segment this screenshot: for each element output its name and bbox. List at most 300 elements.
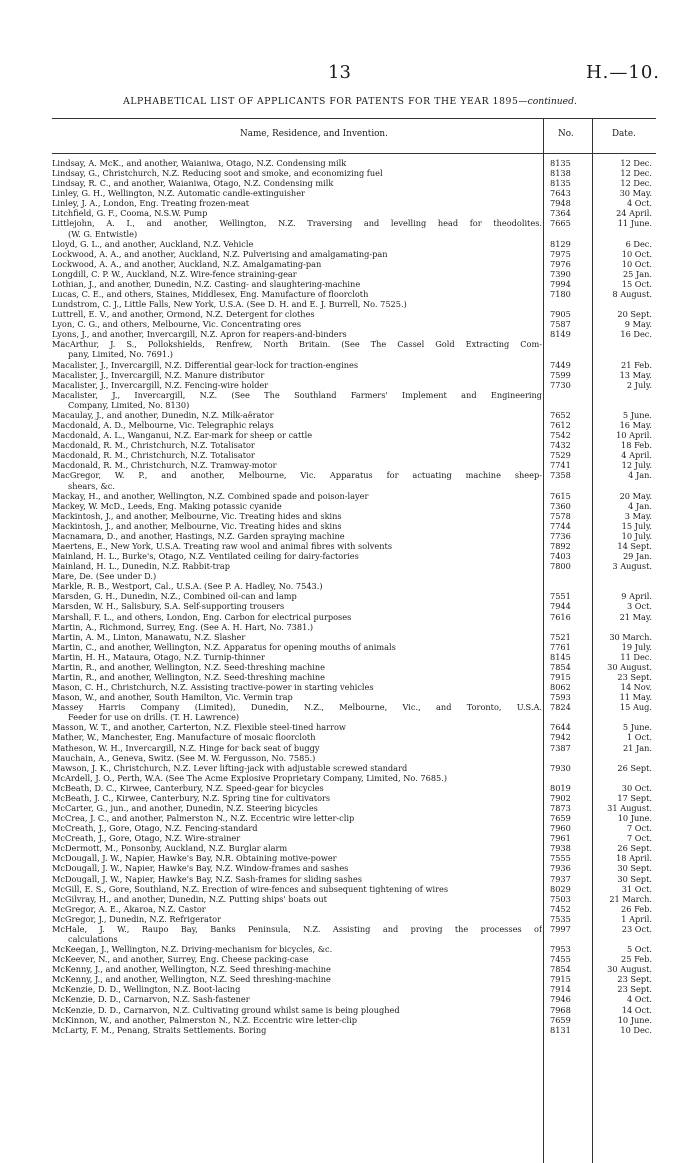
table-row — [52, 440, 656, 450]
table-row — [52, 410, 656, 420]
patent-number: 7942 — [550, 732, 571, 743]
table-row — [52, 813, 656, 823]
applicant-entry: Mainland, H. L., Dunedin, N.Z. Rabbit-trap — [52, 561, 230, 572]
table-row — [52, 208, 656, 218]
application-date: 14 Oct. — [621, 1004, 652, 1015]
applicant-entry: Macdonald, R. M., Christchurch, N.Z. Totalisator — [52, 450, 255, 461]
application-date: 10 April. — [616, 430, 652, 441]
applicant-entry: McKenny, J., and another, Wellington, N.Z. Seed threshing-machine — [52, 964, 331, 975]
applicant-entry: McHale, J. W., Raupo Bay, Banks Peninsula, N.Z. Assisting and proving the processes of — [52, 923, 542, 934]
patent-number: 7390 — [550, 268, 571, 279]
patent-number: 7960 — [550, 823, 571, 834]
applicant-entry: Lindsay, G., Christchurch, N.Z. Reducing soot and smoke, and economizing fuel — [52, 168, 383, 179]
table-row — [52, 239, 656, 249]
table-row — [52, 954, 656, 964]
column-header-no: No. — [558, 129, 574, 139]
applicant-entry-continuation: Company, Limited, No. 8130) — [68, 399, 190, 410]
application-date: 15 July. — [621, 520, 652, 531]
applicant-entry: Mason, C. H., Christchurch, N.Z. Assisting tractive-power in starting vehicles — [52, 682, 374, 693]
application-date: 4 April. — [621, 450, 652, 461]
applicant-entry: Marsden, W. H., Salisbury, S.A. Self-supporting trousers — [52, 601, 285, 612]
applicant-entry: Martin, C., and another, Wellington, N.Z. Apparatus for opening mouths of animals — [52, 641, 396, 652]
application-date: 21 May. — [619, 611, 652, 622]
table-row — [52, 601, 656, 611]
patent-number: 7555 — [550, 853, 571, 864]
applicant-entry: Martin, A., Richmond, Surrey, Eng. (See A. H. Hart, No. 7381.) — [52, 621, 314, 632]
application-date: 21 Feb. — [621, 359, 652, 370]
patent-number: 7800 — [550, 561, 571, 572]
application-date: 17 Sept. — [617, 792, 652, 803]
patent-number: 7612 — [550, 420, 571, 431]
patent-number: 7449 — [550, 359, 571, 370]
application-date: 10 Oct. — [621, 258, 652, 269]
table-row — [52, 763, 656, 773]
table-row — [52, 259, 656, 269]
table-row — [52, 591, 656, 601]
table-row — [52, 571, 656, 581]
table-row — [52, 944, 656, 954]
table-row — [52, 329, 656, 339]
patent-number: 7936 — [550, 863, 571, 874]
table-row — [52, 793, 656, 803]
table-row — [52, 168, 656, 178]
table-row — [52, 682, 656, 692]
table-row — [52, 622, 656, 632]
application-date: 30 Sept. — [617, 873, 652, 884]
column-header-no-cell — [543, 118, 592, 154]
applicant-entry: Lloyd, G. L., and another, Auckland, N.Z. Vehicle — [52, 238, 254, 249]
patent-table — [52, 118, 656, 1163]
application-date: 12 Dec. — [620, 178, 652, 189]
application-date: 20 Sept. — [617, 309, 652, 320]
application-date: 1 April. — [621, 913, 652, 924]
application-date: 11 Dec. — [620, 651, 652, 662]
applicant-entry-continuation: shears, &c. — [68, 480, 115, 491]
applicant-entry: Martin, R., and another, Wellington, N.Z. Seed-threshing machine — [52, 661, 325, 672]
table-row — [52, 984, 656, 994]
table-row — [52, 289, 656, 299]
application-date: 7 Oct. — [626, 823, 652, 834]
patent-number: 7997 — [550, 923, 571, 934]
application-date: 14 Sept. — [617, 540, 652, 551]
list-title — [0, 96, 700, 107]
table-row — [52, 994, 656, 1004]
table-row — [52, 702, 656, 722]
application-date: 23 Sept. — [617, 974, 652, 985]
application-date: 9 May. — [624, 319, 652, 330]
table-row — [52, 299, 656, 309]
table-row — [52, 652, 656, 662]
patent-number: 7644 — [550, 722, 571, 733]
document-reference: H.—10. — [585, 62, 660, 83]
application-date: 2 July. — [626, 379, 652, 390]
patent-number: 7360 — [550, 500, 571, 511]
application-date: 5 June. — [622, 722, 652, 733]
table-row — [52, 632, 656, 642]
application-date: 5 Oct. — [626, 944, 652, 955]
patent-number: 7587 — [550, 319, 571, 330]
list-title-text: ALPHABETICAL LIST OF APPLICANTS FOR PATENTS FOR THE YEAR 1895 — [123, 96, 519, 107]
patent-number: 8129 — [550, 238, 571, 249]
applicant-entry: Marsden, G. H., Dunedin, N.Z., Combined oil-can and lamp — [52, 591, 297, 602]
application-date: 11 May. — [619, 692, 652, 703]
patent-number: 8029 — [550, 883, 571, 894]
table-row — [52, 390, 656, 410]
table-row — [52, 783, 656, 793]
applicant-entry: McGilvray, H., and another, Dunedin, N.Z. Putting ships' boats out — [52, 893, 327, 904]
applicant-entry: Lockwood, A. A., and another, Auckland, N.Z. Amalgamating-pan — [52, 258, 322, 269]
patent-number: 7915 — [550, 671, 571, 682]
application-date: 10 July. — [621, 530, 652, 541]
applicant-entry: Lindsay, A. McK., and another, Waianiwa, Otago, N.Z. Condensing milk — [52, 158, 347, 168]
table-row — [52, 319, 656, 329]
table-row — [52, 491, 656, 501]
patent-number: 7854 — [550, 661, 571, 672]
patent-number: 7915 — [550, 974, 571, 985]
patent-number: 7824 — [550, 702, 571, 713]
patent-number: 7659 — [550, 813, 571, 824]
patent-number: 7902 — [550, 792, 571, 803]
applicant-entry: Mackintosh, J., and another, Melbourne, Vic. Treating hides and skins — [52, 510, 342, 521]
patent-number: 7599 — [550, 369, 571, 380]
applicant-entry: Martin, A. M., Linton, Manawatu, N.Z. Slasher — [52, 631, 246, 642]
applicant-entry: McBeath, D. C., Kirwee, Canterbury, N.Z. Speed-gear for bicycles — [52, 782, 324, 793]
table-row — [52, 279, 656, 289]
table-row — [52, 743, 656, 753]
application-date: 12 Dec. — [620, 158, 652, 168]
applicant-entry: Longdill, C. P. W., Auckland, N.Z. Wire-fence straining-gear — [52, 268, 297, 279]
patent-number: 7551 — [550, 591, 571, 602]
application-date: 26 Feb. — [621, 903, 652, 914]
applicant-entry: McKenny, J., and another, Wellington, N.Z. Seed threshing-machine — [52, 974, 331, 985]
applicant-entry: McLarty, F. M., Penang, Straits Settlements. Boring — [52, 1024, 267, 1035]
patent-number: 7892 — [550, 540, 571, 551]
table-row — [52, 360, 656, 370]
applicant-entry: Maertens, E., New York, U.S.A. Treating raw wool and animal fibres with solvents — [52, 540, 393, 551]
patent-number: 7432 — [550, 440, 571, 451]
table-row — [52, 914, 656, 924]
application-date: 12 Dec. — [620, 168, 652, 179]
table-row — [52, 753, 656, 763]
applicant-entry: McDermott, M., Ponsonby, Auckland, N.Z. Burglar alarm — [52, 843, 288, 854]
patent-number: 7521 — [550, 631, 571, 642]
applicant-entry: Mare, De. (See under D.) — [52, 571, 157, 582]
application-date: 16 Dec. — [620, 329, 652, 340]
application-date: 30 Sept. — [617, 863, 652, 874]
application-date: 3 August. — [612, 561, 652, 572]
patent-number: 7578 — [550, 510, 571, 521]
applicant-entry: Macalister, J., Invercargill, N.Z. Fencing-wire holder — [52, 379, 269, 390]
patent-number: 7643 — [550, 188, 571, 199]
application-date: 29 Jan. — [622, 551, 652, 562]
applicant-entry: McKinnon, W., and another, Palmerston N., N.Z. Eccentric wire letter-clip — [52, 1014, 357, 1025]
table-row — [52, 531, 656, 541]
patent-number: 7930 — [550, 762, 571, 773]
table-row — [52, 904, 656, 914]
applicant-entry: Mason, W., and another, South Hamilton, Vic. Vermin trap — [52, 692, 293, 703]
application-date: 12 July. — [621, 460, 652, 471]
application-date: 31 Oct. — [621, 883, 652, 894]
application-date: 4 Jan. — [628, 470, 652, 481]
patent-number: 8149 — [550, 329, 571, 340]
patent-number: 7730 — [550, 379, 571, 390]
applicant-entry: MacArthur, J. S., Pollokshields, Renfrew, North Britain. (See The Cassel Gold Extracting Com- — [52, 339, 542, 350]
patent-number: 7529 — [550, 450, 571, 461]
applicant-entry: Mather, W., Manchester, Eng. Manufacture of mosaic floorcloth — [52, 732, 316, 743]
table-row — [52, 732, 656, 742]
table-row — [52, 1005, 656, 1015]
table-row — [52, 551, 656, 561]
patent-number: 8135 — [550, 178, 571, 189]
patent-number: 8019 — [550, 782, 571, 793]
table-row — [52, 339, 656, 359]
applicant-entry: Martin, R., and another, Wellington, N.Z. Seed-threshing machine — [52, 671, 325, 682]
applicant-entry: Linley, J. A., London, Eng. Treating frozen-meat — [52, 198, 250, 209]
patent-number: 7994 — [550, 278, 571, 289]
application-date: 25 Jan. — [622, 268, 652, 279]
table-row — [52, 511, 656, 521]
applicant-entry: Macdonald, R. M., Christchurch, N.Z. Tramway-motor — [52, 460, 277, 471]
patent-number: 7975 — [550, 248, 571, 259]
application-date: 15 Oct. — [621, 278, 652, 289]
table-row — [52, 430, 656, 440]
applicant-entry: Mackay, H., and another, Wellington, N.Z. Combined spade and poison-layer — [52, 490, 369, 501]
patent-number: 7944 — [550, 601, 571, 612]
column-header-name: Name, Residence, and Invention. — [240, 129, 388, 139]
applicant-entry: Masson, W. T., and another, Carterton, N.Z. Flexible steel-tined harrow — [52, 722, 346, 733]
table-row — [52, 884, 656, 894]
applicant-entry: Matheson, W. H., Invercargill, N.Z. Hinge for back seat of buggy — [52, 742, 320, 753]
application-date: 20 May. — [619, 490, 652, 501]
table-row — [52, 198, 656, 208]
table-row — [52, 843, 656, 853]
patent-number: 7854 — [550, 964, 571, 975]
applicant-entry: Macdonald, A. D., Melbourne, Vic. Telegraphic relays — [52, 420, 274, 431]
application-date: 16 May. — [619, 420, 652, 431]
patent-number: 7976 — [550, 258, 571, 269]
list-title-suffix: —continued. — [518, 96, 577, 107]
table-row — [52, 158, 656, 168]
applicant-entry: McCreath, J., Gore, Otago, N.Z. Fencing-standard — [52, 823, 258, 834]
table-row — [52, 420, 656, 430]
applicant-entry: Macalister, J., Invercargill, N.Z. (See The Southland Farmers' Implement and Engineering — [52, 389, 542, 400]
applicant-entry: Markle, R. B., Westport, Cal., U.S.A. (See P. A. Hadley, No. 7543.) — [52, 581, 323, 592]
applicant-entry: Macdonald, A. L., Wanganui, N.Z. Ear-mark for sheep or cattle — [52, 430, 313, 441]
table-row — [52, 722, 656, 732]
table-row — [52, 863, 656, 873]
applicant-entry: McGill, E. S., Gore, Southland, N.Z. Erection of wire-fences and subsequent tightening of wires — [52, 883, 449, 894]
applicant-entry: McGregor, A. E., Akaroa, N.Z. Castor — [52, 903, 206, 914]
patent-number: 7946 — [550, 994, 571, 1005]
page-number: 13 — [328, 62, 351, 83]
application-date: 11 June. — [617, 218, 652, 229]
patent-number: 7364 — [550, 208, 571, 219]
application-date: 4 Oct. — [626, 198, 652, 209]
applicant-entry: Mainland, H. L., Burke's, Otago, N.Z. Ventilated ceiling for dairy-factories — [52, 551, 359, 562]
application-date: 3 Oct. — [626, 601, 652, 612]
application-date: 4 Jan. — [628, 500, 652, 511]
application-date: 5 June. — [622, 409, 652, 420]
patent-number: 8135 — [550, 158, 571, 168]
patent-number: 7180 — [550, 289, 571, 300]
column-header-date: Date. — [612, 129, 636, 139]
applicant-entry: Mackey, W. McD., Leeds, Eng. Making potassic cyanide — [52, 500, 282, 511]
application-date: 19 July. — [621, 641, 652, 652]
applicant-entry-continuation: (W. G. Entwistle) — [68, 228, 138, 239]
applicant-entry: McBeath, J. C., Kirwee, Canterbury, N.Z. Spring tine for cultivators — [52, 792, 331, 803]
application-date: 26 Sept. — [617, 843, 652, 854]
application-date: 24 April. — [616, 208, 652, 219]
application-date: 13 May. — [619, 369, 652, 380]
table-row — [52, 218, 656, 238]
application-date: 30 March. — [609, 631, 652, 642]
table-row — [52, 924, 656, 944]
applicant-entry-continuation: Feeder for use on drills. (T. H. Lawrence) — [68, 712, 240, 723]
application-date: 7 Oct. — [626, 833, 652, 844]
applicant-entry: Macalister, J., Invercargill, N.Z. Manure distributor — [52, 369, 265, 380]
patent-number: 7503 — [550, 893, 571, 904]
applicant-entry: McKenzie, D. D., Carnarvon, N.Z. Cultivating ground whilst same is being ploughed — [52, 1004, 400, 1015]
page-header — [0, 62, 700, 86]
applicant-entry: McDougall, J. W., Napier, Hawke's Bay, N.Z. Sash-frames for sliding sashes — [52, 873, 362, 884]
applicant-entry: McKeever, N., and another, Surrey, Eng. Cheese packing-case — [52, 954, 309, 965]
table-row — [52, 188, 656, 198]
applicant-entry: McDougall, J. W., Napier, Hawke's Bay, N.R. Obtaining motive-power — [52, 853, 337, 864]
table-row — [52, 974, 656, 984]
table-row — [52, 672, 656, 682]
application-date: 10 June. — [617, 1014, 652, 1025]
patent-number: 8131 — [550, 1024, 571, 1035]
patent-number: 7659 — [550, 1014, 571, 1025]
applicant-entry: Macdonald, R. M., Christchurch, N.Z. Totalisator — [52, 440, 255, 451]
patent-number: 7961 — [550, 833, 571, 844]
application-date: 21 March. — [609, 893, 652, 904]
table-row — [52, 460, 656, 470]
applicant-entry: Lockwood, A. A., and another, Auckland, N.Z. Pulverising and amalgamating-pan — [52, 248, 388, 259]
entry-list — [52, 158, 656, 1035]
patent-number: 8145 — [550, 651, 571, 662]
table-row — [52, 450, 656, 460]
applicant-entry: Macalister, J., Invercargill, N.Z. Differential gear-lock for traction-engines — [52, 359, 359, 370]
application-date: 23 Oct. — [621, 923, 652, 934]
patent-number: 7403 — [550, 551, 571, 562]
patent-number: 8062 — [550, 682, 571, 693]
applicant-entry: Linley, G. H., Wellington, N.Z. Automatic candle-extinguisher — [52, 188, 305, 199]
applicant-entry: McCarter, G., jun., and another, Dunedin, N.Z. Steering bicycles — [52, 803, 318, 813]
patent-number: 7914 — [550, 984, 571, 995]
applicant-entry: Litchfield, G. F., Cooma, N.S.W. Pump — [52, 208, 208, 219]
application-date: 30 May. — [619, 188, 652, 199]
application-date: 18 April. — [616, 853, 652, 864]
patent-number: 7741 — [550, 460, 571, 471]
table-row — [52, 178, 656, 188]
patent-number: 7652 — [550, 409, 571, 420]
applicant-entry: Lucas, C. E., and others, Staines, Middlesex, Eng. Manufacture of floorcloth — [52, 289, 369, 300]
table-row — [52, 662, 656, 672]
applicant-entry: McKeegan, J., Wellington, N.Z. Driving-mechanism for bicycles, &c. — [52, 944, 333, 955]
application-date: 21 Jan. — [622, 742, 652, 753]
patent-number: 7593 — [550, 692, 571, 703]
table-row — [52, 249, 656, 259]
applicant-entry: Marshall, F. L., and others, London, Eng. Carbon for electrical purposes — [52, 611, 352, 622]
table-row — [52, 561, 656, 571]
applicant-entry: Littlejohn, A. I., and another, Wellington, N.Z. Traversing and levelling head for theodolites. — [52, 218, 542, 229]
table-row — [52, 501, 656, 511]
application-date: 6 Dec. — [625, 238, 652, 249]
table-row — [52, 269, 656, 279]
patent-number: 7736 — [550, 530, 571, 541]
patent-number: 7905 — [550, 309, 571, 320]
patent-number: 7358 — [550, 470, 571, 481]
application-date: 30 Oct. — [621, 782, 652, 793]
application-date: 3 May. — [624, 510, 652, 521]
applicant-entry-continuation: pany, Limited, No. 7691.) — [68, 349, 173, 360]
applicant-entry: Lothian, J., and another, Dunedin, N.Z. Casting- and slaughtering-machine — [52, 278, 361, 289]
applicant-entry: McDougall, J. W., Napier, Hawke's Bay, N.Z. Window-frames and sashes — [52, 863, 349, 874]
table-row — [52, 803, 656, 813]
table-row — [52, 470, 656, 490]
column-header-name-cell — [52, 118, 543, 154]
table-row — [52, 642, 656, 652]
patent-number: 7938 — [550, 843, 571, 854]
applicant-entry: Lindsay, R. C., and another, Waianiwa, Otago, N.Z. Condensing milk — [52, 178, 334, 189]
table-row — [52, 380, 656, 390]
table-row — [52, 612, 656, 622]
application-date: 10 Oct. — [621, 248, 652, 259]
patent-number: 7948 — [550, 198, 571, 209]
application-date: 15 Aug. — [619, 702, 652, 713]
table-row — [52, 521, 656, 531]
table-row — [52, 773, 656, 783]
patent-number: 7387 — [550, 742, 571, 753]
patent-number: 7535 — [550, 913, 571, 924]
application-date: 10 June. — [617, 813, 652, 824]
patent-number: 7953 — [550, 944, 571, 955]
patent-number: 8138 — [550, 168, 571, 179]
table-row — [52, 1015, 656, 1025]
application-date: 4 Oct. — [626, 994, 652, 1005]
column-header-date-cell — [592, 118, 656, 154]
application-date: 26 Sept. — [617, 762, 652, 773]
table-row — [52, 833, 656, 843]
applicant-entry: McGregor, J., Dunedin, N.Z. Refrigerator — [52, 913, 221, 924]
applicant-entry: Mawson, J. K., Christchurch, N.Z. Lever lifting-jack with adjustable screwed standard — [52, 762, 408, 773]
table-row — [52, 541, 656, 551]
application-date: 30 August. — [607, 661, 652, 672]
application-date: 30 August. — [607, 964, 652, 975]
applicant-entry: Macaulay, J., and another, Dunedin, N.Z. Milk-aërator — [52, 409, 274, 420]
applicant-entry: McCreath, J., Gore, Otago, N.Z. Wire-strainer — [52, 833, 241, 844]
application-date: 31 August. — [607, 803, 652, 813]
patent-number: 7665 — [550, 218, 571, 229]
applicant-entry: McArdell, J. O., Perth, W.A. (See The Acme Explosive Proprietary Company, Limited, No. 7685.) — [52, 772, 448, 783]
applicant-entry: Lundstrom, C. J., Little Falls, New York, U.S.A. (See D. H. and E. J. Burrell, No. 7525.) — [52, 299, 407, 310]
application-date: 25 Feb. — [621, 954, 652, 965]
patent-number: 7542 — [550, 430, 571, 441]
application-date: 1 Oct. — [626, 732, 652, 743]
table-row — [52, 964, 656, 974]
applicant-entry: Luttrell, E. V., and another, Ormond, N.Z. Detergent for clothes — [52, 309, 315, 320]
application-date: 18 Feb. — [621, 440, 652, 451]
table-row — [52, 309, 656, 319]
application-date: 23 Sept. — [617, 671, 652, 682]
applicant-entry-continuation: calculations — [68, 934, 118, 945]
patent-number: 7616 — [550, 611, 571, 622]
table-row — [52, 581, 656, 591]
applicant-entry: Lyons, J., and another, Invercargill, N.Z. Apron for reapers-and-binders — [52, 329, 347, 340]
application-date: 9 April. — [621, 591, 652, 602]
patent-number: 7615 — [550, 490, 571, 501]
